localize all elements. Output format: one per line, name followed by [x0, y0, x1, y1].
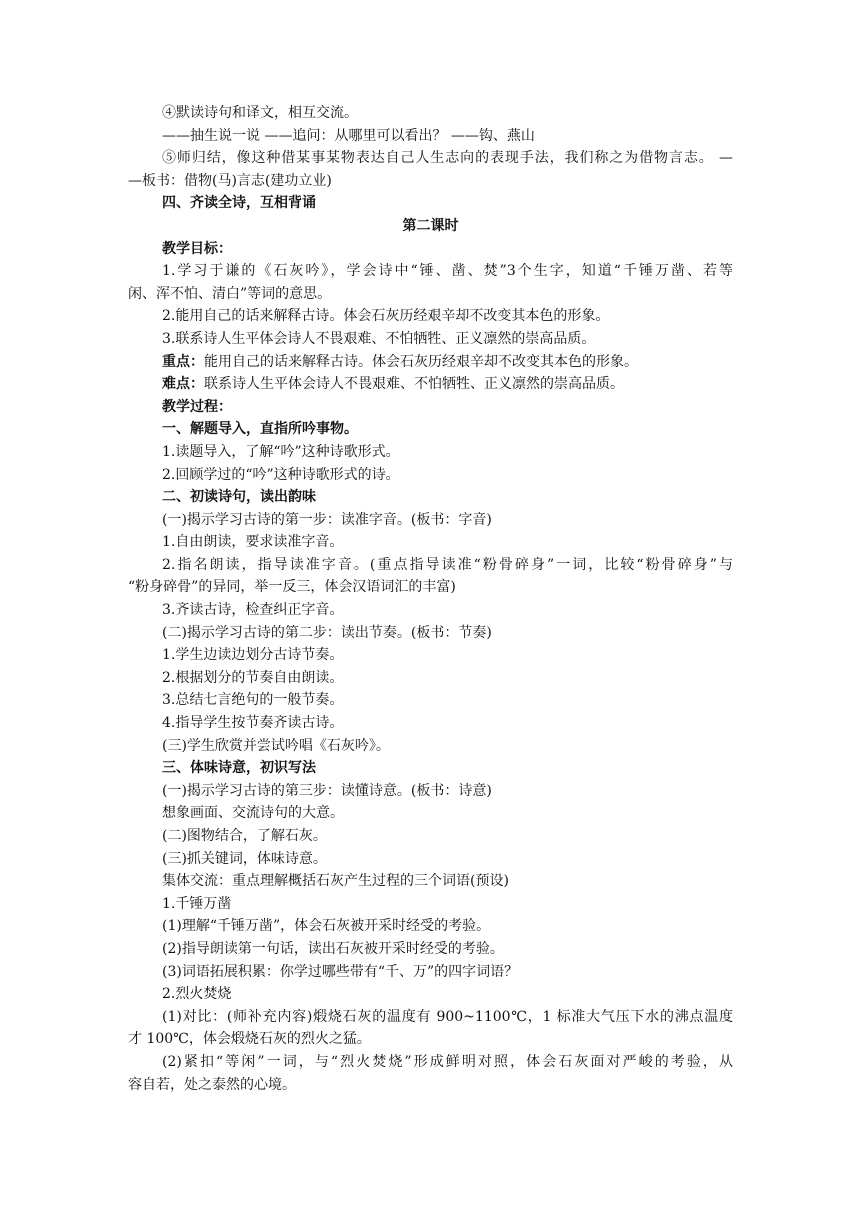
text-line: 2.烈火焚烧 [162, 986, 232, 1003]
text-line: 1.学生边读边划分古诗节奏。 [162, 647, 344, 664]
line-rest: 联系诗人生平体会诗人不畏艰难、不怕牺牲、正义凛然的崇高品质。 [204, 376, 624, 393]
text-line: 一、解题导入，直指所吟事物。 [162, 421, 358, 438]
text-line: “粉身碎骨”的异同，举一反三，体会汉语词汇的丰富) [128, 579, 456, 596]
text-line: 1.自由朗读，要求读准字音。 [162, 534, 344, 551]
text-line: 想象画面、交流诗句的大意。 [162, 805, 344, 822]
text-line: 3.齐读古诗，检查纠正字音。 [162, 602, 344, 619]
text-line: ⑤师归结，像这种借某事某物表达自己人生志向的表现手法，我们称之为借物言志。 — [162, 150, 733, 167]
text-line: 3.联系诗人生平体会诗人不畏艰难、不怕牺牲、正义凛然的崇高品质。 [162, 330, 596, 347]
document-page [128, 102, 733, 1096]
text-line: 才 100℃，体会煅烧石灰的烈火之猛。 [128, 1031, 371, 1048]
text-line: 三、体味诗意，初识写法 [162, 760, 316, 777]
line-rest: 能用自己的话来解释古诗。体会石灰历经艰辛却不改变其本色的形象。 [204, 353, 638, 370]
text-line: (2)指导朗读第一句话，读出石灰被开采时经受的考验。 [162, 940, 504, 957]
text-line: 教学目标： [162, 240, 232, 257]
text-line: 闲、浑不怕、清白”等词的意思。 [128, 285, 332, 302]
text-line: 教学过程： [162, 398, 232, 415]
text-line: 3.总结七言绝句的一般节奏。 [162, 692, 344, 709]
text-line: 容自若，处之泰然的心境。 [128, 1076, 296, 1093]
text-line: 2.根据划分的节奏自由朗读。 [162, 669, 344, 686]
text-line: (2)紧扣“等闲”一词，与“烈火焚烧”形成鲜明对照，体会石灰面对严峻的考验，从 [162, 1053, 733, 1070]
text-line: ——抽生说一说 ——追问：从哪里可以看出？ ——钩、燕山 [162, 127, 535, 144]
text-line: (1)对比：(师补充内容)煅烧石灰的温度有 900~1100℃，1 标准大气压下水的沸点温度 [162, 1008, 733, 1025]
text-line: 4.指导学生按节奏齐读古诗。 [162, 715, 344, 732]
text-line: (1)理解“千锤万凿”，体会石灰被开采时经受的考验。 [162, 918, 491, 935]
text-line [128, 373, 733, 396]
text-line: 二、初读诗句，读出韵味 [162, 489, 316, 506]
line-keyword: 重点： [162, 353, 204, 370]
text-line: 2.回顾学过的“吟”这种诗歌形式的诗。 [162, 466, 400, 483]
text-line: (3)词语拓展积累：你学过哪些带有“千、万”的四字词语？ [162, 963, 519, 980]
text-line: —板书：借物(马)言志(建功立业) [128, 172, 332, 189]
text-line: 1.学习于谦的《石灰吟》，学会诗中“锤、凿、焚”3个生字，知道“千锤万凿、若等 [162, 263, 733, 280]
text-line: (三)学生欣赏并尝试吟唱《石灰吟》。 [162, 737, 390, 754]
text-line: 1.读题导入，了解“吟”这种诗歌形式。 [162, 443, 400, 460]
text-line [128, 351, 733, 374]
text-line: ④默读诗句和译文，相互交流。 [162, 105, 358, 121]
text-line: 集体交流：重点理解概括石灰产生过程的三个词语(预设) [162, 873, 509, 890]
text-line: (二)揭示学习古诗的第二步：读出节奏。(板书：节奏) [162, 624, 492, 641]
text-line: 第二课时 [402, 217, 459, 234]
text-line: 四、齐读全诗，互相背诵 [162, 195, 316, 212]
line-keyword: 难点： [162, 376, 204, 393]
text-line: (三)抓关键词，体味诗意。 [162, 850, 327, 867]
text-line: 1.千锤万凿 [162, 895, 232, 912]
text-line: (一)揭示学习古诗的第一步：读准字音。(板书：字音) [162, 511, 492, 528]
text-line: 2.指名朗读，指导读准字音。(重点指导读准“粉骨碎身”一词，比较“粉骨碎身”与 [162, 556, 733, 573]
text-line: (二)图物结合，了解石灰。 [162, 828, 327, 844]
text-line: (一)揭示学习古诗的第三步：读懂诗意。(板书：诗意) [162, 782, 492, 799]
text-line: 2.能用自己的话来解释古诗。体会石灰历经艰辛却不改变其本色的形象。 [162, 308, 610, 325]
